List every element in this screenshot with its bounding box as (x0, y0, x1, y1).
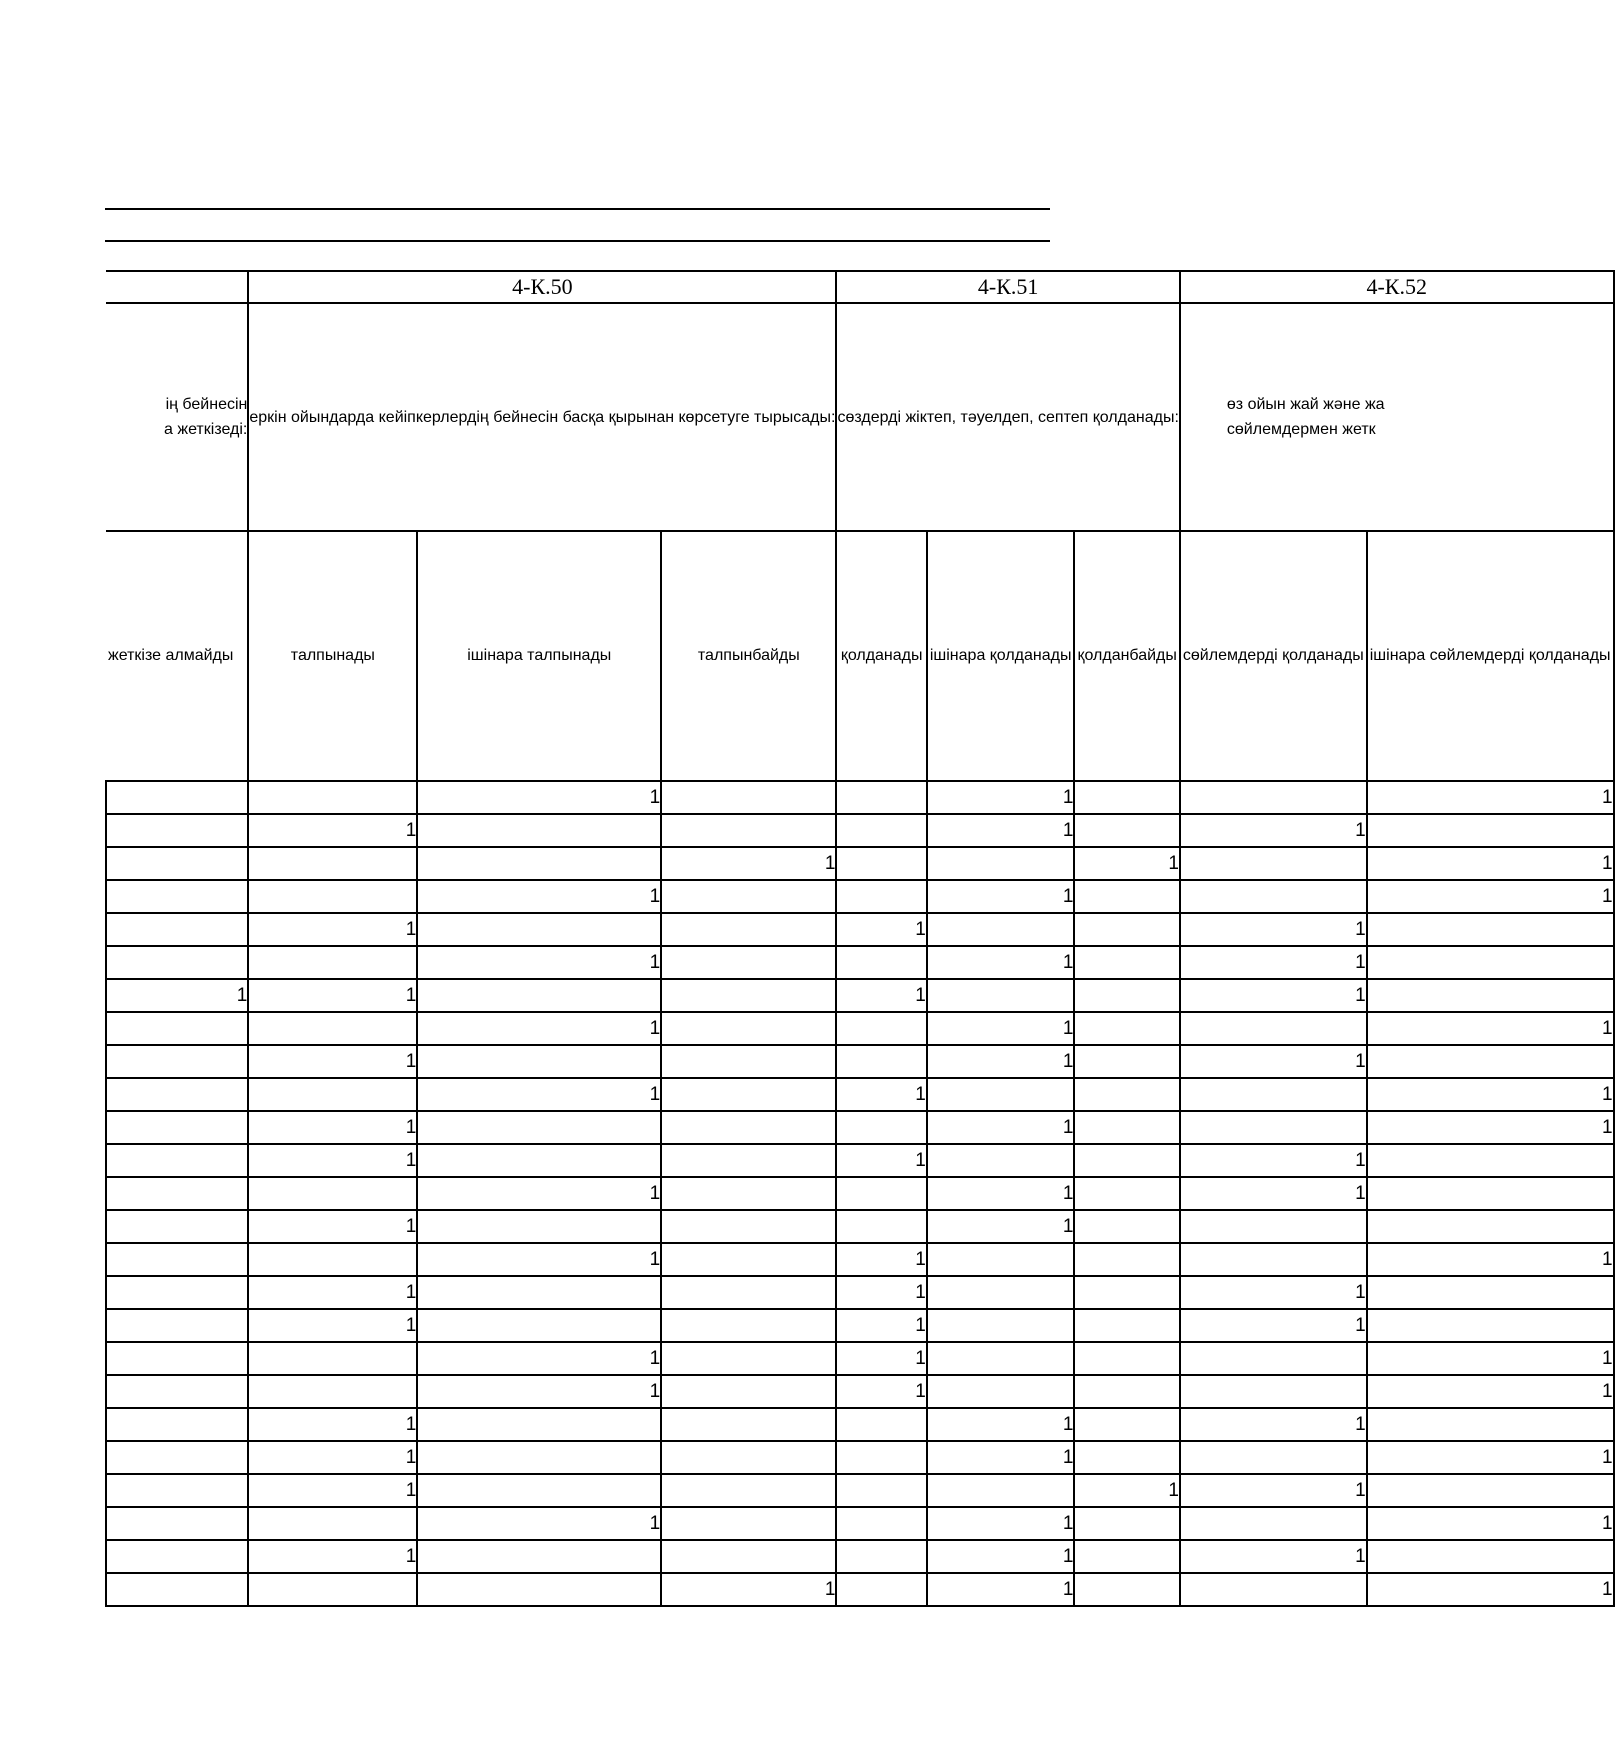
table-cell[interactable] (1180, 1012, 1367, 1045)
table-row (106, 1342, 1614, 1375)
table-cell[interactable]: 1 (927, 1045, 1075, 1078)
table-cell[interactable] (1180, 781, 1367, 814)
table-row (106, 1078, 1614, 1111)
table-cell[interactable]: 1 (661, 1573, 836, 1606)
table-cell[interactable]: 1 (1074, 847, 1179, 880)
table-row (106, 1045, 1614, 1078)
table-cell[interactable] (1367, 1408, 1614, 1441)
sub-header-cell[interactable] (1074, 531, 1179, 781)
group-description-row (106, 303, 1614, 531)
group-code-cell[interactable]: 4-К.52 (1180, 271, 1614, 303)
table-cell[interactable]: 1 (417, 1177, 661, 1210)
table-cell[interactable] (417, 1408, 661, 1441)
table-cell[interactable]: 1 (248, 1408, 417, 1441)
table-cell[interactable]: 1 (248, 1111, 417, 1144)
sub-header-cell[interactable] (417, 531, 661, 781)
sub-header-label: жеткізе алмайды (108, 647, 234, 664)
table-cell[interactable] (661, 781, 836, 814)
table-cell[interactable]: 1 (927, 814, 1075, 847)
table-cell[interactable]: 1 (1367, 847, 1614, 880)
table-cell[interactable] (661, 1474, 836, 1507)
table-cell[interactable]: 1 (417, 1507, 661, 1540)
table-cell[interactable] (1074, 1012, 1179, 1045)
table-cell[interactable] (417, 1309, 661, 1342)
table-cell[interactable] (1367, 913, 1614, 946)
table-cell[interactable]: 1 (417, 1012, 661, 1045)
table-cell[interactable] (661, 1045, 836, 1078)
table-cell[interactable]: 1 (927, 880, 1075, 913)
table-cell[interactable]: 1 (1180, 1309, 1367, 1342)
table-cell[interactable] (248, 1243, 417, 1276)
table-cell[interactable] (106, 847, 248, 880)
table-row (106, 1177, 1614, 1210)
description-line: сөйлемдермен жетк (1226, 421, 1376, 438)
table-cell[interactable] (417, 847, 661, 880)
table-cell[interactable] (927, 1375, 1075, 1408)
table-cell[interactable]: 1 (1074, 1474, 1179, 1507)
table-cell[interactable] (106, 1573, 248, 1606)
table-cell[interactable]: 1 (836, 1375, 926, 1408)
table-cell[interactable] (248, 781, 417, 814)
table-cell[interactable] (927, 1243, 1075, 1276)
table-cell[interactable]: 1 (927, 1111, 1075, 1144)
sub-header-label: ішінара қолданады (929, 647, 1072, 664)
table-cell[interactable] (1180, 1441, 1367, 1474)
table-cell[interactable]: 1 (248, 1441, 417, 1474)
table-cell[interactable] (248, 1507, 417, 1540)
table-cell[interactable] (836, 1408, 926, 1441)
table-cell[interactable] (836, 1540, 926, 1573)
group-code-cell[interactable]: 4-К.51 (836, 271, 1179, 303)
table-cell[interactable] (106, 1276, 248, 1309)
table-cell[interactable] (1074, 1441, 1179, 1474)
table-cell[interactable] (836, 946, 926, 979)
table-cell[interactable]: 1 (661, 847, 836, 880)
table-cell[interactable] (661, 1012, 836, 1045)
group-description-cell[interactable] (1180, 303, 1614, 531)
table-cell[interactable]: 1 (1180, 1276, 1367, 1309)
table-row (106, 946, 1614, 979)
table-cell[interactable] (417, 1045, 661, 1078)
description-line: сөздерді жіктеп, тәуелдеп, септеп қолданады: (837, 408, 1179, 426)
table-cell[interactable] (417, 1111, 661, 1144)
header-rule-middle (105, 240, 1050, 242)
table-cell[interactable] (1074, 1573, 1179, 1606)
table-cell[interactable] (836, 1474, 926, 1507)
table-cell[interactable]: 1 (417, 1375, 661, 1408)
table-cell[interactable]: 1 (927, 1573, 1075, 1606)
table-cell[interactable] (836, 1210, 926, 1243)
table-cell[interactable] (417, 1540, 661, 1573)
table-cell[interactable] (661, 913, 836, 946)
table-cell[interactable] (1074, 946, 1179, 979)
table-cell[interactable]: 1 (1367, 880, 1614, 913)
sub-header-label: ішінара сөйлемдерді қолданады (1369, 647, 1611, 664)
table-cell[interactable] (661, 1144, 836, 1177)
table-cell[interactable] (1074, 979, 1179, 1012)
table-cell[interactable]: 1 (1180, 1408, 1367, 1441)
table-cell[interactable]: 1 (836, 1078, 926, 1111)
table-cell[interactable] (106, 913, 248, 946)
table-cell[interactable] (106, 1507, 248, 1540)
table-row (106, 1144, 1614, 1177)
table-row (106, 1276, 1614, 1309)
table-cell[interactable]: 1 (1367, 1507, 1614, 1540)
table-cell[interactable]: 1 (1180, 1540, 1367, 1573)
table-row (106, 1111, 1614, 1144)
table-cell[interactable] (1180, 1243, 1367, 1276)
table-cell[interactable] (106, 1045, 248, 1078)
table-row (106, 847, 1614, 880)
table-cell[interactable] (417, 1210, 661, 1243)
table-cell[interactable] (106, 1111, 248, 1144)
table-cell[interactable] (661, 1540, 836, 1573)
table-cell[interactable] (248, 847, 417, 880)
description-line: ің бейнесін (165, 396, 248, 413)
table-cell[interactable] (248, 1573, 417, 1606)
table-cell[interactable] (1180, 880, 1367, 913)
table-row (106, 1210, 1614, 1243)
table-cell[interactable] (836, 1012, 926, 1045)
table-row (106, 1243, 1614, 1276)
table-cell[interactable] (106, 1474, 248, 1507)
table-cell[interactable] (661, 1210, 836, 1243)
table-cell[interactable] (927, 847, 1075, 880)
table-cell[interactable] (248, 1375, 417, 1408)
group-description-cell[interactable] (248, 303, 836, 531)
table-cell[interactable]: 1 (1180, 913, 1367, 946)
table-cell[interactable]: 1 (417, 781, 661, 814)
table-cell[interactable] (927, 1144, 1075, 1177)
table-cell[interactable]: 1 (248, 1210, 417, 1243)
table-cell[interactable] (106, 1210, 248, 1243)
header-rule-top (105, 208, 1050, 210)
table-cell[interactable] (927, 1342, 1075, 1375)
sub-header-label: ішінара талпынады (467, 647, 612, 664)
table-cell[interactable] (661, 1375, 836, 1408)
table-cell[interactable] (1367, 1210, 1614, 1243)
table-cell[interactable] (106, 1078, 248, 1111)
table-cell[interactable]: 1 (836, 1309, 926, 1342)
table-cell[interactable] (836, 1177, 926, 1210)
table-cell[interactable] (1367, 1309, 1614, 1342)
table-cell[interactable]: 1 (1367, 1078, 1614, 1111)
sub-header-row (106, 531, 1614, 781)
table-cell[interactable] (417, 913, 661, 946)
table-cell[interactable]: 1 (248, 1144, 417, 1177)
table-cell[interactable]: 1 (927, 1012, 1075, 1045)
table-cell[interactable] (1367, 979, 1614, 1012)
table-cell[interactable]: 1 (836, 979, 926, 1012)
table-row (106, 1474, 1614, 1507)
table-cell[interactable]: 1 (417, 1078, 661, 1111)
sub-header-cell[interactable] (106, 531, 248, 781)
table-cell[interactable] (1367, 1045, 1614, 1078)
table-cell[interactable]: 1 (1367, 1012, 1614, 1045)
table-cell[interactable] (248, 880, 417, 913)
sub-header-label: талпынады (290, 647, 375, 664)
table-cell[interactable] (836, 1111, 926, 1144)
table-cell[interactable] (927, 979, 1075, 1012)
table-cell[interactable]: 1 (1367, 1573, 1614, 1606)
sub-header-label: қолданады (840, 647, 923, 664)
table-cell[interactable]: 1 (1367, 781, 1614, 814)
table-cell[interactable]: 1 (927, 1210, 1075, 1243)
table-cell[interactable]: 1 (248, 979, 417, 1012)
table-row (106, 880, 1614, 913)
table-cell[interactable]: 1 (836, 1243, 926, 1276)
table-cell[interactable] (106, 946, 248, 979)
table-cell[interactable] (836, 847, 926, 880)
table-cell[interactable] (417, 1573, 661, 1606)
table-row (106, 1309, 1614, 1342)
table-cell[interactable] (661, 1276, 836, 1309)
table-cell[interactable] (836, 1441, 926, 1474)
table-cell[interactable] (106, 1342, 248, 1375)
table-cell[interactable] (106, 1012, 248, 1045)
table-row (106, 913, 1614, 946)
table-cell[interactable] (1074, 1144, 1179, 1177)
table-cell[interactable] (661, 880, 836, 913)
table-cell[interactable] (1074, 1375, 1179, 1408)
table-cell[interactable]: 1 (1180, 1177, 1367, 1210)
table-cell[interactable] (1074, 1177, 1179, 1210)
table-cell[interactable]: 1 (836, 1276, 926, 1309)
sub-header-cell[interactable] (661, 531, 836, 781)
table-cell[interactable] (1367, 1276, 1614, 1309)
table-cell[interactable] (106, 1441, 248, 1474)
table-cell[interactable] (106, 814, 248, 847)
table-cell[interactable] (417, 814, 661, 847)
sub-header-cell[interactable] (927, 531, 1075, 781)
table-cell[interactable] (661, 1243, 836, 1276)
table-cell[interactable] (661, 1441, 836, 1474)
table-cell[interactable]: 1 (1180, 1045, 1367, 1078)
table-cell[interactable] (1367, 1144, 1614, 1177)
table-cell[interactable]: 1 (248, 814, 417, 847)
table-cell[interactable] (1074, 1276, 1179, 1309)
table-cell[interactable]: 1 (248, 1276, 417, 1309)
table-cell[interactable] (1180, 1573, 1367, 1606)
table-cell[interactable] (927, 913, 1075, 946)
table-row (106, 1441, 1614, 1474)
sub-header-cell[interactable] (1367, 531, 1614, 781)
description-line: еркін ойындарда кейіпкерлердің бейнесін басқа қырынан көрсетуге тырысады: (249, 408, 836, 426)
table-cell[interactable] (106, 1375, 248, 1408)
table-cell[interactable]: 1 (927, 1507, 1075, 1540)
table-row (106, 1540, 1614, 1573)
sub-header-label: талпынбайды (697, 647, 800, 664)
table-cell[interactable]: 1 (248, 1474, 417, 1507)
table-cell[interactable] (106, 1408, 248, 1441)
table-cell[interactable]: 1 (417, 1342, 661, 1375)
table-cell[interactable] (836, 1045, 926, 1078)
group-description-cell[interactable] (836, 303, 1179, 531)
table-cell[interactable]: 1 (927, 1408, 1075, 1441)
table-cell[interactable] (661, 979, 836, 1012)
table-cell[interactable] (1074, 1309, 1179, 1342)
table-cell[interactable] (1180, 847, 1367, 880)
table-cell[interactable] (661, 1078, 836, 1111)
sub-header-cell[interactable] (836, 531, 926, 781)
table-cell[interactable]: 1 (1180, 1474, 1367, 1507)
table-cell[interactable] (927, 1078, 1075, 1111)
table-cell[interactable] (836, 814, 926, 847)
table-cell[interactable] (1074, 913, 1179, 946)
table-cell[interactable] (106, 1144, 248, 1177)
table-cell[interactable] (1074, 1342, 1179, 1375)
table-cell[interactable] (1180, 1507, 1367, 1540)
table-row (106, 1507, 1614, 1540)
table-cell[interactable] (106, 880, 248, 913)
table-cell[interactable]: 1 (417, 880, 661, 913)
table-cell[interactable] (106, 781, 248, 814)
table-cell[interactable]: 1 (248, 913, 417, 946)
table-cell[interactable] (1074, 1111, 1179, 1144)
table-row (106, 1573, 1614, 1606)
table-cell[interactable]: 1 (1367, 1342, 1614, 1375)
table-cell[interactable]: 1 (927, 1441, 1075, 1474)
table-cell[interactable] (661, 1342, 836, 1375)
description-line: а жеткізеді: (164, 421, 248, 438)
table-cell[interactable]: 1 (1367, 1111, 1614, 1144)
table-cell[interactable] (927, 1309, 1075, 1342)
table-cell[interactable]: 1 (248, 1540, 417, 1573)
table-cell[interactable] (1074, 781, 1179, 814)
table-cell[interactable] (1367, 1177, 1614, 1210)
table-cell[interactable] (661, 814, 836, 847)
sub-header-cell[interactable] (248, 531, 417, 781)
table-cell[interactable] (1074, 1408, 1179, 1441)
table-cell[interactable]: 1 (836, 913, 926, 946)
table-cell[interactable] (106, 1177, 248, 1210)
table-cell[interactable] (661, 1507, 836, 1540)
table-cell[interactable]: 1 (106, 979, 248, 1012)
group-description-cell[interactable] (106, 303, 248, 531)
table-cell[interactable] (927, 1474, 1075, 1507)
group-code-cell[interactable] (106, 271, 248, 303)
table-cell[interactable]: 1 (1180, 1144, 1367, 1177)
table-cell[interactable] (661, 946, 836, 979)
description-line: өз ойын жай және жа (1226, 396, 1385, 413)
table-row (106, 1408, 1614, 1441)
table-row (106, 979, 1614, 1012)
table-cell[interactable] (417, 979, 661, 1012)
table-cell[interactable] (1180, 1078, 1367, 1111)
table-row (106, 1375, 1614, 1408)
group-code-cell[interactable]: 4-К.50 (248, 271, 836, 303)
table-cell[interactable]: 1 (1180, 979, 1367, 1012)
table-cell[interactable] (1074, 814, 1179, 847)
table-cell[interactable]: 1 (1367, 1243, 1614, 1276)
table-cell[interactable] (927, 1276, 1075, 1309)
table-cell[interactable] (248, 1177, 417, 1210)
table-cell[interactable]: 1 (927, 1540, 1075, 1573)
table-cell[interactable] (248, 1012, 417, 1045)
sub-header-label: сөйлемдерді қолданады (1182, 647, 1364, 664)
table-cell[interactable] (836, 1507, 926, 1540)
assessment-table (105, 270, 1615, 1607)
table-cell[interactable]: 1 (248, 1309, 417, 1342)
table-cell[interactable] (1180, 1375, 1367, 1408)
table-cell[interactable] (836, 880, 926, 913)
table-row (106, 781, 1614, 814)
table-cell[interactable] (417, 1276, 661, 1309)
table-cell[interactable] (417, 1144, 661, 1177)
table-cell[interactable]: 1 (1180, 814, 1367, 847)
table-cell[interactable]: 1 (417, 1243, 661, 1276)
table-cell[interactable] (1074, 880, 1179, 913)
table-cell[interactable]: 1 (836, 1342, 926, 1375)
table-cell[interactable]: 1 (836, 1144, 926, 1177)
table-cell[interactable]: 1 (248, 1045, 417, 1078)
table-cell[interactable] (1074, 1210, 1179, 1243)
group-code-row (106, 271, 1614, 303)
table-cell[interactable] (1074, 1540, 1179, 1573)
table-row (106, 814, 1614, 847)
table-cell[interactable] (106, 1309, 248, 1342)
table-cell[interactable] (1180, 1210, 1367, 1243)
table-cell[interactable]: 1 (417, 946, 661, 979)
table-cell[interactable] (1074, 1243, 1179, 1276)
table-cell[interactable] (417, 1441, 661, 1474)
table-cell[interactable]: 1 (927, 1177, 1075, 1210)
table-cell[interactable] (1367, 1474, 1614, 1507)
table-cell[interactable] (1367, 814, 1614, 847)
table-cell[interactable]: 1 (927, 781, 1075, 814)
table-cell[interactable] (1180, 1342, 1367, 1375)
table-cell[interactable] (106, 1243, 248, 1276)
table-cell[interactable] (248, 1078, 417, 1111)
table-cell[interactable] (1367, 946, 1614, 979)
table-cell[interactable]: 1 (1367, 1441, 1614, 1474)
table-cell[interactable] (248, 946, 417, 979)
table-cell[interactable] (1074, 1045, 1179, 1078)
table-cell[interactable] (1367, 1540, 1614, 1573)
table-cell[interactable] (1074, 1507, 1179, 1540)
table-cell[interactable] (106, 1540, 248, 1573)
table-cell[interactable]: 1 (1180, 946, 1367, 979)
table-cell[interactable] (248, 1342, 417, 1375)
table-cell[interactable] (661, 1408, 836, 1441)
table-cell[interactable]: 1 (1367, 1375, 1614, 1408)
table-cell[interactable] (1180, 1111, 1367, 1144)
table-row (106, 1012, 1614, 1045)
table-cell[interactable] (836, 781, 926, 814)
table-cell[interactable] (1074, 1078, 1179, 1111)
table-cell[interactable] (417, 1474, 661, 1507)
table-cell[interactable] (661, 1309, 836, 1342)
table-cell[interactable]: 1 (927, 946, 1075, 979)
sub-header-label: қолданбайды (1077, 647, 1177, 664)
table-cell[interactable] (661, 1111, 836, 1144)
table-cell[interactable] (661, 1177, 836, 1210)
sub-header-cell[interactable] (1180, 531, 1367, 781)
table-cell[interactable] (836, 1573, 926, 1606)
